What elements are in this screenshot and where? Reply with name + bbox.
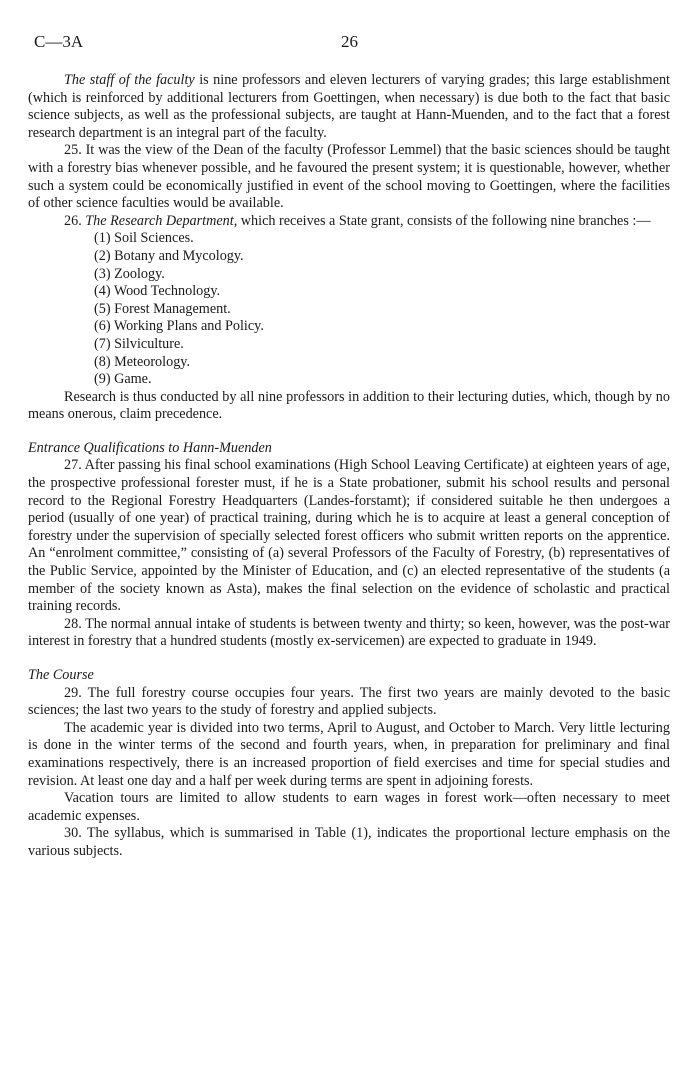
paragraph-30: 30. The syllabus, which is summarised in Table (1), indicates the proportional lecture emphasis on the various subjects. (28, 825, 670, 859)
heading-the-course: The Course (28, 667, 94, 683)
paragraph-vacation: Vacation tours are limited to allow students to earn wages in forest work—often necessary to meet academic expenses. (28, 790, 670, 824)
research-department-label: The Research Department (85, 212, 234, 229)
paragraph-staff (28, 72, 670, 142)
document-code: C—3A (34, 32, 84, 51)
staff-text: is nine professors and eleven lecturers of varying grades; this large establishment (which is reinforced by additional lecturers from Goettingen, when necessary) is due both to the fact that basic science subjects, as well as the professional subjects, are taught at Hann-Muenden, and to the fact that a forest research department is an integral part of the faculty. (28, 72, 670, 141)
paragraph-research-note: Research is thus conducted by all nine professors in addition to their lecturing duties, which, though by no means onerous, claim precedence. (28, 388, 670, 423)
paragraph-28: 28. The normal annual intake of students is between twenty and thirty; so keen, however, was the post-war interest in forestry that a hundred students (mostly ex-servicemen) are expected to graduate in 1949. (28, 615, 670, 650)
paragraph-27: 27. After passing his final school examinations (High School Leaving Certificate) at eighteen years of age, the prospective professional forester must, if he is a State probationer, submit his school results and personal record to the Regional Forestry Headquarters (Landes-forstamt); if considered suitable he then undergoes a period (usually of one year) of practical training, during which he is to acquire at least a general conception of forestry under the supervision of specially selected forest officers who submit written reports on the apprentice. An “enrolment committee,” consisting of (a) several Professors of the Faculty of Forestry, (b) representatives of the Public Service, appointed by the Minister of Education, and (c) an elected representative of the students (a member of the society known as Asta), makes the final selection on the evidence of scholastic and practical training records. (28, 457, 670, 615)
page-body (28, 72, 670, 861)
list-item: (6) Working Plans and Policy. (94, 318, 264, 335)
staff-label: The staff of the faculty (64, 72, 195, 88)
paragraph-25: 25. It was the view of the Dean of the faculty (Professor Lemmel) that the basic sciences should be taught with a forestry bias whenever possible, and he favoured the present system; it is questionable, however, whether such a system could be economically justified in event of the school moving to Goettingen, where the facilities of other science faculties would be available. (28, 142, 670, 212)
branches-list (94, 230, 670, 388)
paragraph-26 (28, 213, 670, 231)
heading-entrance-qualifications: Entrance Qualifications to Hann-Muenden (28, 439, 272, 456)
list-item: (9) Game. (94, 371, 152, 388)
list-item: (3) Zoology. (94, 265, 165, 282)
list-item: (4) Wood Technology. (94, 283, 221, 300)
paragraph-academic-year: The academic year is divided into two terms, April to August, and October to March. Very little lecturing is done in the winter terms of the second and fourth years, when, in preparation for preliminary and final examinations respectively, there is an increased proportion of field exercises and time for special studies and revision. At least one day and a half per week during terms are spent in adjoining forests. (28, 719, 670, 789)
list-item: (8) Meteorology. (94, 353, 191, 370)
list-item: (2) Botany and Mycology. (94, 247, 244, 264)
list-item: (7) Silviculture. (94, 335, 184, 352)
list-item: (5) Forest Management. (94, 300, 231, 317)
p26-text: , which receives a State grant, consists of the following nine branches :— (233, 212, 651, 229)
paragraph-29: 29. The full forestry course occupies four years. The first two years are mainly devoted to the basic sciences; the last two years to the study of forestry and applied subjects. (28, 684, 670, 719)
p26-prefix: 26. (64, 212, 86, 229)
list-item: (1) Soil Sciences. (94, 230, 194, 247)
page-number: 26 (341, 32, 358, 51)
